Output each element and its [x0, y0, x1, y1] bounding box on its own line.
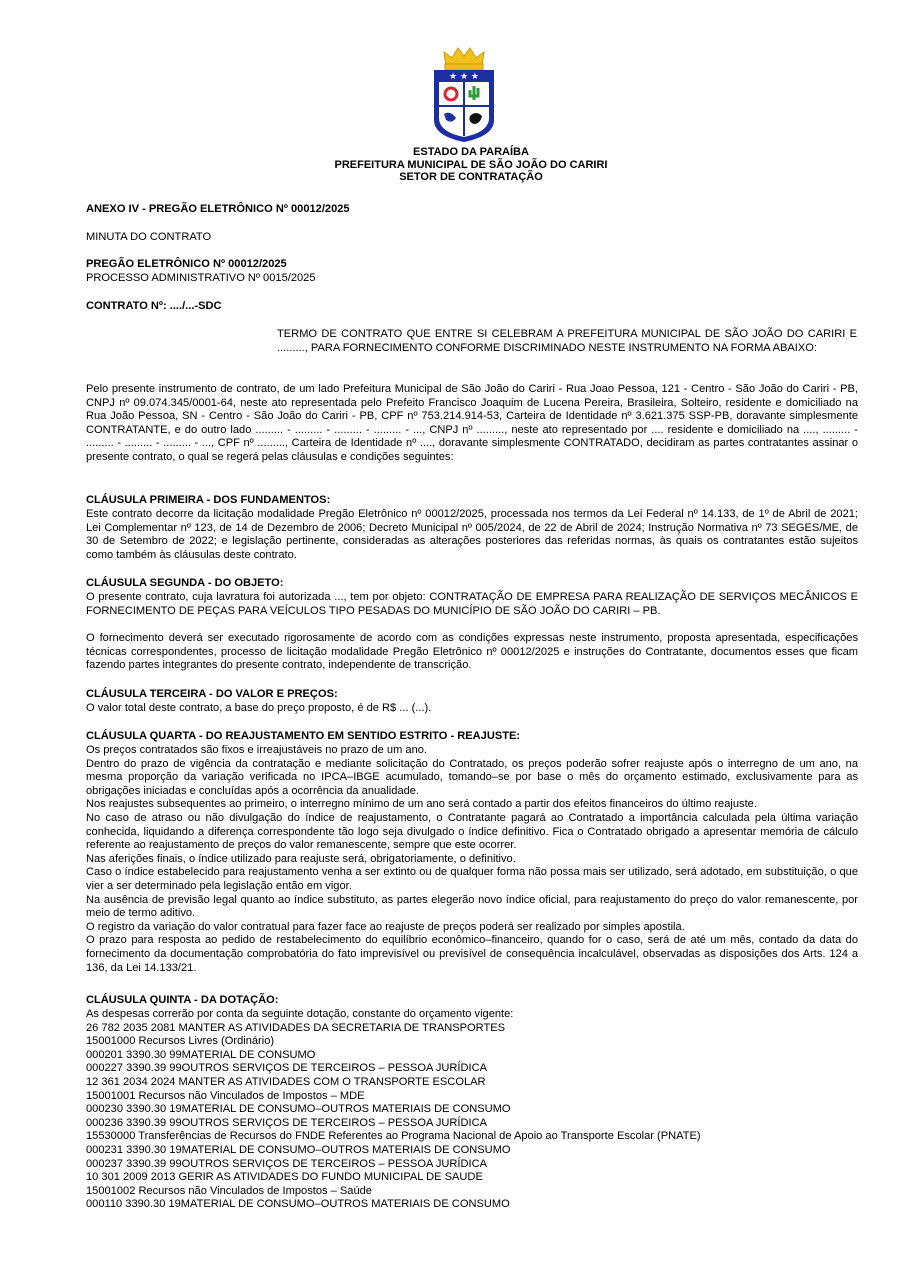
municipality-name: PREFEITURA MUNICIPAL DE SÃO JOÃO DO CARIRI — [334, 158, 608, 171]
budget-line: 000231 3390.30 19MATERIAL DE CONSUMO–OUTROS MATERIAIS DE CONSUMO — [86, 1143, 511, 1156]
clause4-paragraph: Caso o índice estabelecido para reajustamento venha a ser extinto ou de qualquer forma não possa mais ser utilizado, será adotado, em substituição, o que vier a ser determinado pela legislação então em vigor. — [86, 866, 858, 892]
clause2-text2: O fornecimento deverá ser executado rigorosamente de acordo com as condições expressas neste instrumento, proposta apresentada, especificações técnicas correspondentes, processo de licitação modalidade Pregão Eletrônico nº 00012/2025 e instruções do Contratante, documentos esses que ficam fazendo partes integrantes do presente contrato, independente de transcrição. — [86, 632, 858, 672]
clause1-title: CLÁUSULA PRIMEIRA - DOS FUNDAMENTOS: — [86, 494, 331, 506]
pregao-number: PREGÃO ELETRÔNICO Nº 00012/2025 — [86, 258, 287, 270]
budget-line: 10 301 2009 2013 GERIR AS ATIVIDADES DO FUNDO MUNICIPAL DE SAUDE — [86, 1171, 483, 1184]
budget-line: 15001001 Recursos não Vinculados de Impostos – MDE — [86, 1089, 365, 1102]
clause4-body — [86, 744, 858, 975]
clause4-paragraph: Dentro do prazo de vigência da contratação e mediante solicitação do Contratado, os preços poderão sofrer reajuste após o interregno de um ano, na mesma proporção da variação verificada no IPCA–IBGE acumulado, tomando–se por base o mês do orçamento estimado, exclusivamente para as obrigações iniciadas e concluídas após a ocorrência da anualidade. — [86, 757, 858, 797]
clause4-paragraph: Na ausência de previsão legal quanto ao índice substituto, as partes elegerão novo índice oficial, para reajustamento do preço do valor remanescente, por meio de termo aditivo. — [86, 893, 858, 920]
budget-line: 000230 3390.30 19MATERIAL DE CONSUMO–OUTROS MATERIAIS DE CONSUMO — [86, 1103, 511, 1116]
budget-line: As despesas correrão por conta da seguinte dotação, constante do orçamento vigente: — [86, 1008, 514, 1020]
clause4-paragraph: No caso de atraso ou não divulgação do índice de reajustamento, o Contratante pagará ao Contratado a importância calculada pela última variação conhecida, liquidando a diferença correspondente tão logo seja divulgado o índice definitivo. Fica o Contratado obrigado a apresentar memória de cálculo referente ao reajustamento de preços do valor remanescente, sempre que este ocorrer. — [86, 811, 858, 852]
clause4-paragraph: Os preços contratados são fixos e irreajustáveis no prazo de um ano. — [86, 744, 428, 756]
contract-number: CONTRATO Nº: ..../...-SDC — [86, 300, 222, 312]
municipal-coat-of-arms — [430, 44, 498, 144]
budget-line: 000110 3390.30 19MATERIAL DE CONSUMO–OUTROS MATERIAIS DE CONSUMO — [86, 1198, 510, 1211]
clause1-text: Este contrato decorre da licitação modalidade Pregão Eletrônico nº 00012/2025, processada nos termos da Lei Federal nº 14.133, de 1º de Abril de 2021; Lei Complementar nº 123, de 14 de Dezembro de 2006; Decreto Municipal nº 005/2024, de 22 de Abril de 2024; Instrução Normativa nº 73 SEGES/ME, de 30 de Setembro de 2022; e legislação pertinente, consideradas as alterações posteriores das referidas normas, às quais os contratantes estão sujeitos como também às cláusulas deste contrato. — [86, 508, 858, 561]
clause2-title: CLÁUSULA SEGUNDA - DO OBJETO: — [86, 577, 284, 589]
annex-title: ANEXO IV - PREGÃO ELETRÔNICO Nº 00012/2025 — [86, 203, 350, 215]
budget-line: 26 782 2035 2081 MANTER AS ATIVIDADES DA SECRETARIA DE TRANSPORTES — [86, 1021, 506, 1034]
clause4-paragraph: O prazo para resposta ao pedido de restabelecimento do equilíbrio econômico–financeiro, quando for o caso, será de até um mês, contado da data do fornecimento da documentação comprobatória do fato imprevisível ou previsível de consequência incalculável, observadas as disposições dos Arts. 124 a 136, da Lei 14.133/21. — [86, 934, 858, 974]
state-name: ESTADO DA PARAÍBA — [413, 146, 529, 158]
budget-line: 15530000 Transferências de Recursos do FNDE Referentes ao Programa Nacional de Apoio ao Transporte Escolar (PNATE) — [86, 1130, 701, 1143]
minuta-label: MINUTA DO CONTRATO — [86, 231, 212, 243]
budget-line: 000201 3390.30 99MATERIAL DE CONSUMO — [86, 1048, 316, 1061]
sector-name: SETOR DE CONTRATAÇÃO — [399, 171, 543, 183]
clause3-title: CLÁUSULA TERCEIRA - DO VALOR E PREÇOS: — [86, 688, 338, 700]
contract-term-summary: TERMO DE CONTRATO QUE ENTRE SI CELEBRAM A PREFEITURA MUNICIPAL DE SÃO JOÃO DO CARIRI E ........., PARA FORNECIMENTO CONFORME DISCRIMINADO NESTE INSTRUMENTO NA FORMA ABAIXO: — [277, 328, 857, 354]
clause3-text: O valor total deste contrato, a base do preço proposto, é de R$ ... (...). — [86, 702, 432, 714]
clause4-paragraph: O registro da variação do valor contratual para fazer face ao reajuste de preços poderá ser realizado por simples apostila. — [86, 920, 685, 933]
budget-line: 000237 3390.39 99OUTROS SERVIÇOS DE TERCEIROS – PESSOA JURÍDICA — [86, 1157, 487, 1170]
clause4-paragraph: Nos reajustes subsequentes ao primeiro, o interregno mínimo de um ano será contado a partir dos efeitos financeiros do último reajuste. — [86, 798, 757, 811]
preamble-paragraph: Pelo presente instrumento de contrato, de um lado Prefeitura Municipal de São João do Cariri - Rua Joao Pessoa, 121 - Centro - São João do Cariri - PB, CNPJ nº 09.074.345/0001-64, neste ato representada pelo Prefeito Francisco Joaquim de Lucena Pereira, Brasileira, Solteiro, residente e domiciliado na Rua João Pessoa, SN - Centro - São João do Cariri - PB, CPF nº 753.214.914-53, Carteira de Identidade nº 3.621.375 SSP-PB, doravante simplesmente CONTRATANTE, e do outro lado ......... - ......... - ......... - ......... - ..., CNPJ nº ........., neste ato representado por .... residente e domiciliado na ...., ......... - ......... - ......... - ......... - ..., CPF nº ........., Carteira de Identidade nº ...., doravante simplesmente CONTRATADO, decidiram as partes contratantes assinar o presente contrato, o qual se regerá pelas cláusulas e condições seguintes: — [86, 383, 858, 463]
svg-text:★ ★ ★: ★ ★ ★ — [449, 72, 479, 82]
budget-line: 12 361 2034 2024 MANTER AS ATIVIDADES COM O TRANSPORTE ESCOLAR — [86, 1075, 486, 1088]
budget-line: 000236 3390.39 99OUTROS SERVIÇOS DE TERCEIROS – PESSOA JURÍDICA — [86, 1116, 487, 1129]
clause2-text: O presente contrato, cuja lavratura foi autorizada ..., tem por objeto: CONTRATAÇÃO DE EMPRESA PARA REALIZAÇÃO DE SERVIÇOS MECÂNICOS E FORNECIMENTO DE PEÇAS PARA VEÍCULOS TIPO PESADAS DO MUNICÍPIO DE SÃO JOÃO DO CARIRI – PB. — [86, 591, 858, 617]
budget-line: 15001002 Recursos não Vinculados de Impostos – Saúde — [86, 1184, 372, 1197]
clause4-title: CLÁUSULA QUARTA - DO REAJUSTAMENTO EM SENTIDO ESTRITO - REAJUSTE: — [86, 730, 521, 742]
budget-line: 000227 3390.39 99OUTROS SERVIÇOS DE TERCEIROS – PESSOA JURÍDICA — [86, 1062, 487, 1075]
clause5-title: CLÁUSULA QUINTA - DA DOTAÇÃO: — [86, 994, 279, 1006]
clause5-body — [86, 1008, 858, 1212]
processo-number: PROCESSO ADMINISTRATIVO Nº 0015/2025 — [86, 272, 316, 284]
document-header — [0, 146, 900, 184]
budget-line: 15001000 Recursos Livres (Ordinário) — [86, 1035, 275, 1048]
clause4-paragraph: Nas aferições finais, o índice utilizado para reajuste será, obrigatoriamente, o definitivo. — [86, 852, 516, 865]
